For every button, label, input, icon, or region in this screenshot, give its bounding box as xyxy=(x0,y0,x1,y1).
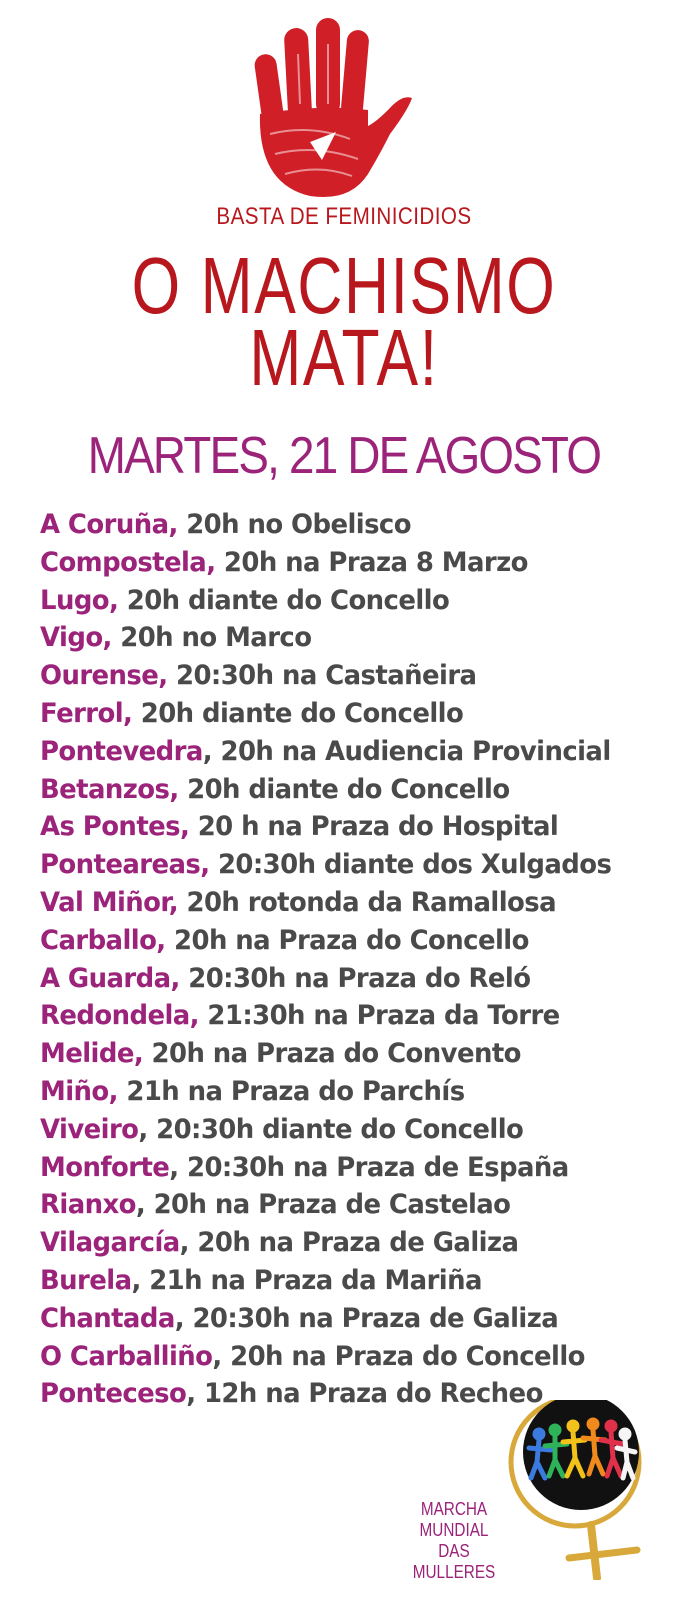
logo-text xyxy=(408,1499,500,1583)
event-row xyxy=(40,506,654,544)
event-place: A Guarda, xyxy=(40,962,180,994)
red-hand-print-icon xyxy=(240,14,420,204)
headline-line-2: MATA! xyxy=(249,313,439,402)
event-row xyxy=(40,884,654,922)
event-detail: 20 h na Praza do Hospital xyxy=(189,811,559,843)
logo-line-1: MARCHA xyxy=(420,1499,488,1519)
event-detail: 20h diante do Concello xyxy=(118,584,450,616)
event-place: Vigo, xyxy=(40,622,112,654)
event-row xyxy=(40,733,654,771)
event-row xyxy=(40,922,654,960)
event-row xyxy=(40,657,654,695)
event-date: MARTES, 21 DE AGOSTO xyxy=(87,427,601,485)
logo-line-3: DAS MULLERES xyxy=(412,1541,496,1582)
event-place: Ourense, xyxy=(40,660,168,692)
event-row xyxy=(40,619,654,657)
event-row xyxy=(40,997,654,1035)
event-detail: , 20h na Praza de Galiza xyxy=(179,1227,519,1259)
event-detail: , 20:30h na Praza de España xyxy=(169,1151,569,1183)
event-detail: 20:30h na Castañeira xyxy=(167,660,477,692)
event-row xyxy=(40,808,654,846)
event-place: Rianxo xyxy=(40,1189,136,1221)
event-place: Vilagarcía xyxy=(40,1227,180,1259)
event-place: Miño, xyxy=(40,1075,118,1107)
event-detail: 20h diante do Concello xyxy=(178,773,510,805)
event-detail: 20h no Obelisco xyxy=(177,509,411,540)
event-place: Lugo, xyxy=(40,584,119,616)
event-detail: 21h na Praza do Parchís xyxy=(117,1075,465,1107)
event-row xyxy=(40,1224,654,1262)
event-place: Ponteceso xyxy=(40,1378,187,1410)
event-place: Ponteareas, xyxy=(40,849,210,881)
event-row xyxy=(40,1149,654,1187)
event-place: As Pontes, xyxy=(40,811,190,843)
event-place: Burela xyxy=(40,1264,132,1296)
event-detail: , 21h na Praza da Mariña xyxy=(131,1264,482,1296)
event-detail: , 20:30h na Praza de Galiza xyxy=(174,1302,559,1334)
event-row xyxy=(40,1300,654,1338)
event-row xyxy=(40,695,654,733)
event-detail: 20h rotonda da Ramallosa xyxy=(178,886,557,918)
event-row xyxy=(40,544,654,582)
event-place: Ferrol, xyxy=(40,697,133,729)
women-circle-venus-logo-icon xyxy=(505,1400,675,1580)
event-list xyxy=(40,506,680,1413)
event-detail: 20h no Marco xyxy=(111,622,312,654)
event-detail: 21:30h na Praza da Torre xyxy=(198,1000,560,1032)
event-detail: , 20h na Audiencia Provincial xyxy=(202,735,611,767)
headline-line-1: O MACHISMO xyxy=(131,241,557,330)
event-place: Viveiro xyxy=(40,1113,139,1145)
event-row xyxy=(40,960,654,998)
event-row xyxy=(40,1035,654,1073)
event-detail: 20h na Praza do Convento xyxy=(143,1038,521,1070)
event-place: Melide, xyxy=(40,1038,144,1070)
event-row xyxy=(40,771,654,809)
event-detail: 20h diante do Concello xyxy=(132,697,464,729)
event-place: Pontevedra xyxy=(40,735,203,767)
event-place: Val Miñor, xyxy=(40,886,179,918)
logo-line-2: MUNDIAL xyxy=(419,1520,489,1540)
event-detail: , 20:30h diante do Concello xyxy=(138,1113,524,1145)
event-place: O Carballiño xyxy=(40,1340,213,1372)
event-detail: , 20h na Praza de Castelao xyxy=(135,1189,511,1221)
event-row xyxy=(40,846,654,884)
event-place: Redondela, xyxy=(40,1000,199,1032)
event-detail: , 20h na Praza do Concello xyxy=(212,1340,585,1372)
event-row xyxy=(40,1111,654,1149)
event-place: Betanzos, xyxy=(40,773,179,805)
event-row xyxy=(40,1262,654,1300)
event-place: Chantada xyxy=(40,1302,175,1334)
event-row xyxy=(40,1073,654,1111)
event-place: Carballo, xyxy=(40,924,166,956)
event-row xyxy=(40,582,654,620)
event-place: Monforte xyxy=(40,1151,170,1183)
event-detail: 20h na Praza do Concello xyxy=(165,924,529,956)
event-detail: 20:30h na Praza do Reló xyxy=(179,962,531,994)
event-row xyxy=(40,1338,654,1376)
event-detail: 20h na Praza 8 Marzo xyxy=(215,546,528,578)
event-place: A Coruña, xyxy=(40,509,178,540)
event-detail: , 12h na Praza do Recheo xyxy=(186,1378,543,1410)
event-detail: 20:30h diante dos Xulgados xyxy=(209,849,612,881)
tagline: BASTA DE FEMINICIDIOS xyxy=(216,203,472,230)
event-place: Compostela, xyxy=(40,546,216,578)
event-row xyxy=(40,1186,654,1224)
